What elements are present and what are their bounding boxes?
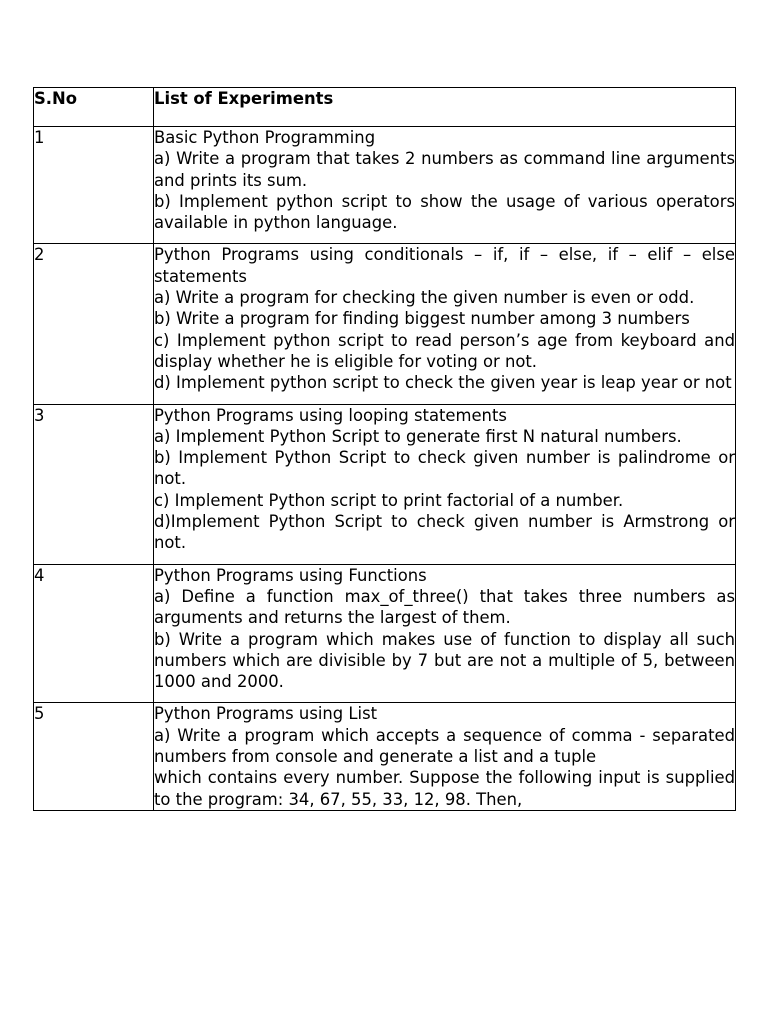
experiments-table — [33, 87, 736, 811]
experiment-cell — [154, 404, 736, 564]
experiment-item: a) Write a program that takes 2 numbers as command line arguments and prints its sum. — [154, 149, 735, 190]
column-header-sno: S.No — [34, 88, 154, 127]
sno-cell: 3 — [34, 404, 154, 564]
experiment-item: d) Implement python script to check the given year is leap year or not — [154, 373, 732, 393]
experiment-item: a) Define a function max_of_three() that takes three numbers as arguments and returns the largest of them. — [154, 586, 735, 628]
table-row — [34, 244, 736, 404]
experiment-cell — [154, 703, 736, 810]
column-header-list: List of Experiments — [154, 88, 736, 127]
experiment-title: Python Programs using looping statements — [154, 405, 507, 425]
experiment-item: c) Implement Python script to print factorial of a number. — [154, 490, 624, 510]
table-row — [34, 127, 736, 244]
table-header-row — [34, 88, 736, 127]
table-row — [34, 404, 736, 564]
experiment-item: b) Implement python script to show the usage of various operators available in python language. — [154, 191, 735, 233]
table-row — [34, 703, 736, 810]
experiment-item: c) Implement python script to read person’s age from keyboard and display whether he is eligible for voting or not. — [154, 330, 735, 371]
table-row — [34, 564, 736, 703]
sno-cell: 5 — [34, 703, 154, 810]
experiment-title: Python Programs using Functions — [154, 565, 427, 585]
experiment-item: a) Write a program for checking the given number is even or odd. — [154, 288, 695, 308]
experiment-title: Python Programs using List — [154, 704, 378, 724]
sno-cell: 2 — [34, 244, 154, 404]
experiment-item: a) Implement Python Script to generate first N natural numbers. — [154, 426, 682, 446]
sno-cell: 1 — [34, 127, 154, 244]
experiment-item: b) Write a program which makes use of function to display all such numbers which are divisible by 7 but are not a multiple of 5, between 1000 and 2000. — [154, 629, 735, 692]
experiment-cell — [154, 244, 736, 404]
experiment-item: d)Implement Python Script to check given number is Armstrong or not. — [154, 512, 735, 553]
experiment-item: b) Write a program for finding biggest number among 3 numbers — [154, 309, 690, 329]
experiment-title: Basic Python Programming — [154, 128, 376, 147]
experiment-item: b) Implement Python Script to check given number is palindrome or not. — [154, 448, 735, 489]
experiment-title: Python Programs using conditionals – if, if – else, if – elif – else statements — [154, 245, 735, 286]
experiment-item: which contains every number. Suppose the following input is supplied to the program: 34, 67, 55, 33, 12, 98. Then, — [154, 768, 735, 809]
sno-cell: 4 — [34, 564, 154, 703]
experiment-cell — [154, 564, 736, 703]
experiment-item: a) Write a program which accepts a sequence of comma - separated numbers from console and generate a list and a tuple — [154, 725, 735, 767]
experiment-cell — [154, 127, 736, 244]
